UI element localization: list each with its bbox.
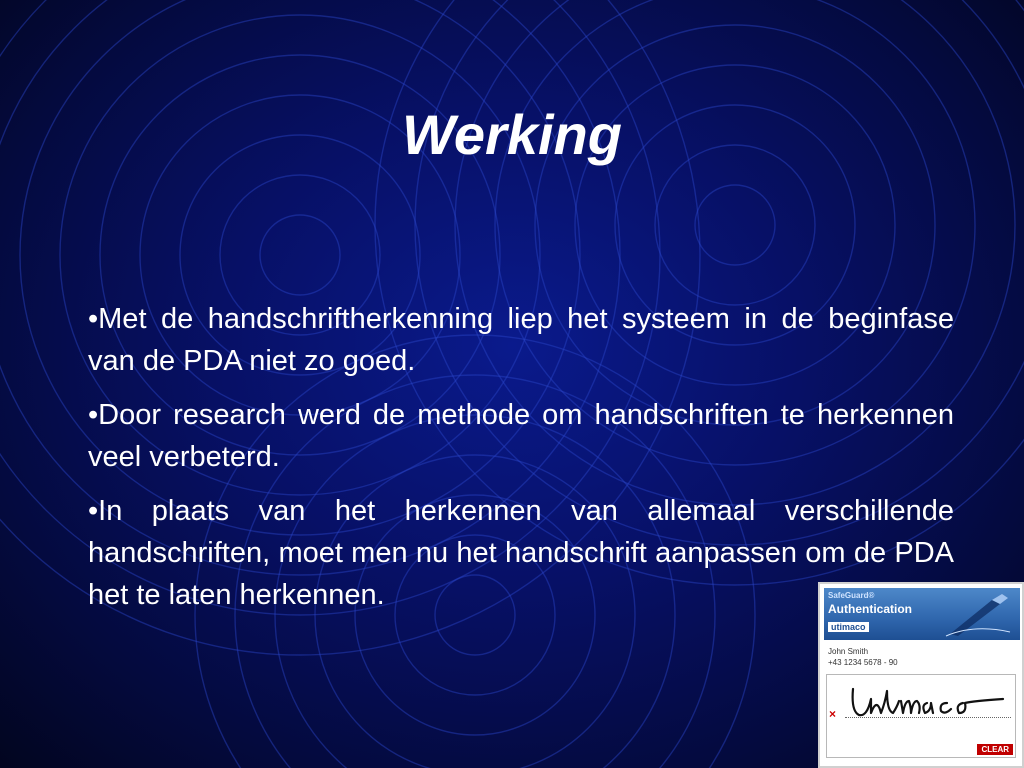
authentication-heading: Authentication xyxy=(828,602,912,616)
bullet-item: •Door research werd de methode om handschriften te herkennen veel verbeterd. xyxy=(88,399,954,473)
bullet-item: •In plaats van het herkennen van allemaal verschillende handschriften, moet men nu het handschrift aanpassen om de PDA het te laten herkennen. xyxy=(88,495,954,611)
user-name: John Smith xyxy=(828,647,869,656)
user-info xyxy=(828,646,898,668)
signature-widget-header xyxy=(824,588,1020,640)
signature-widget-image xyxy=(818,582,1024,768)
bullet-list xyxy=(88,298,954,628)
bullet-item: •Met de handschriftherkenning liep het systeem in de beginfase van de PDA niet zo goed. xyxy=(88,303,954,377)
brand-label: SafeGuard® xyxy=(828,591,875,600)
user-phone: +43 1234 5678 - 90 xyxy=(828,658,898,667)
signature-box xyxy=(826,674,1016,758)
clear-button: CLEAR xyxy=(977,744,1013,755)
handwritten-signature xyxy=(843,677,1013,733)
pen-icon xyxy=(944,594,1014,638)
slide-title: Werking xyxy=(402,103,622,166)
signature-x-mark: × xyxy=(829,707,837,721)
maker-logo: utimaco xyxy=(828,622,869,632)
